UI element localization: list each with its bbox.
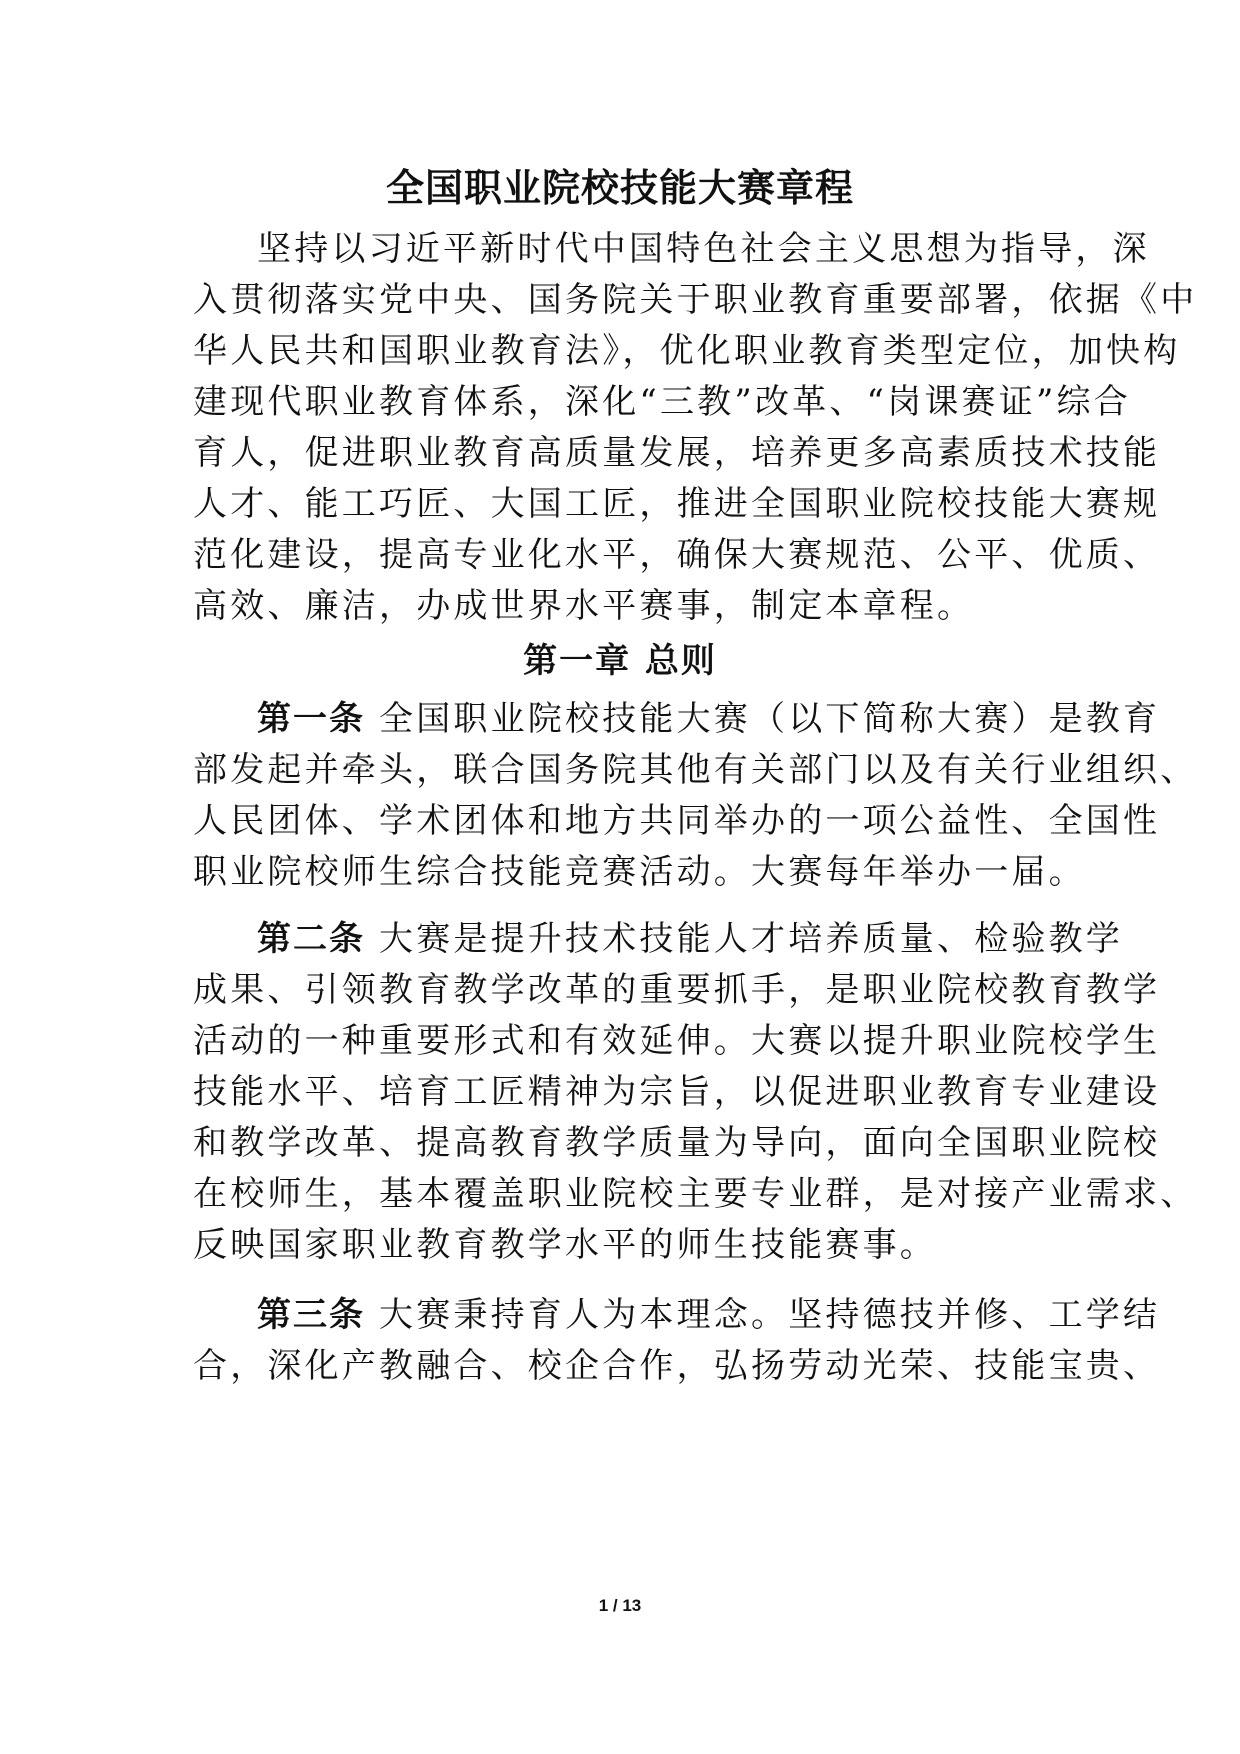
preamble-line: 高效、廉洁，办成世界水平赛事，制定本章程。 bbox=[193, 586, 975, 626]
preamble-line: 坚持以习近平新时代中国特色社会主义思想为指导，深 bbox=[257, 229, 1150, 269]
article-text: 大赛是提升技术技能人才培养质量、检验教学 bbox=[379, 919, 1123, 959]
article-line: 技能水平、培育工匠精神为宗旨，以促进职业教育专业建设 bbox=[193, 1072, 1161, 1112]
article-heading: 第一条 bbox=[257, 699, 365, 739]
article-heading: 第二条 bbox=[257, 919, 365, 959]
article-heading: 第三条 bbox=[257, 1295, 365, 1335]
article-line: 部发起并牵头，联合国务院其他有关部门以及有关行业组织、 bbox=[193, 750, 1198, 790]
article-first-line bbox=[257, 1290, 1160, 1340]
preamble-line: 育人，促进职业教育高质量发展，培养更多高素质技术技能 bbox=[193, 433, 1161, 473]
article-line: 活动的一种重要形式和有效延伸。大赛以提升职业院校学生 bbox=[193, 1021, 1161, 1061]
preamble-line: 建现代职业教育体系，深化“三教”改革、“岗课赛证”综合 bbox=[193, 382, 1131, 422]
article-text: 全国职业院校技能大赛（以下简称大赛）是教育 bbox=[379, 699, 1161, 739]
article-line: 和教学改革、提高教育教学质量为导向，面向全国职业院校 bbox=[193, 1123, 1161, 1163]
preamble-line: 人才、能工巧匠、大国工匠，推进全国职业院校技能大赛规 bbox=[193, 484, 1161, 524]
preamble-line: 范化建设，提高专业化水平，确保大赛规范、公平、优质、 bbox=[193, 535, 1161, 575]
article-line: 职业院校师生综合技能竞赛活动。大赛每年举办一届。 bbox=[193, 852, 1086, 892]
article-line: 反映国家职业教育教学水平的师生技能赛事。 bbox=[193, 1225, 937, 1265]
article-line: 合，深化产教融合、校企合作，弘扬劳动光荣、技能宝贵、 bbox=[193, 1346, 1161, 1386]
preamble-line: 华人民共和国职业教育法》，优化职业教育类型定位，加快构 bbox=[193, 331, 1181, 371]
article-text: 大赛秉持育人为本理念。坚持德技并修、工学结 bbox=[379, 1295, 1161, 1335]
preamble-line: 入贯彻落实党中央、国务院关于职业教育重要部署，依据《中 bbox=[193, 280, 1198, 320]
article-line: 在校师生，基本覆盖职业院校主要专业群，是对接产业需求、 bbox=[193, 1174, 1198, 1214]
article-line: 成果、引领教育教学改革的重要抓手，是职业院校教育教学 bbox=[193, 970, 1161, 1010]
chapter-heading: 第一章 总则 bbox=[523, 641, 717, 681]
article-line: 人民团体、学术团体和地方共同举办的一项公益性、全国性 bbox=[193, 801, 1161, 841]
document-title: 全国职业院校技能大赛章程 bbox=[385, 165, 854, 210]
page-number: 1 / 13 bbox=[598, 1596, 642, 1615]
article-first-line bbox=[257, 914, 1123, 964]
article-first-line bbox=[257, 694, 1160, 744]
